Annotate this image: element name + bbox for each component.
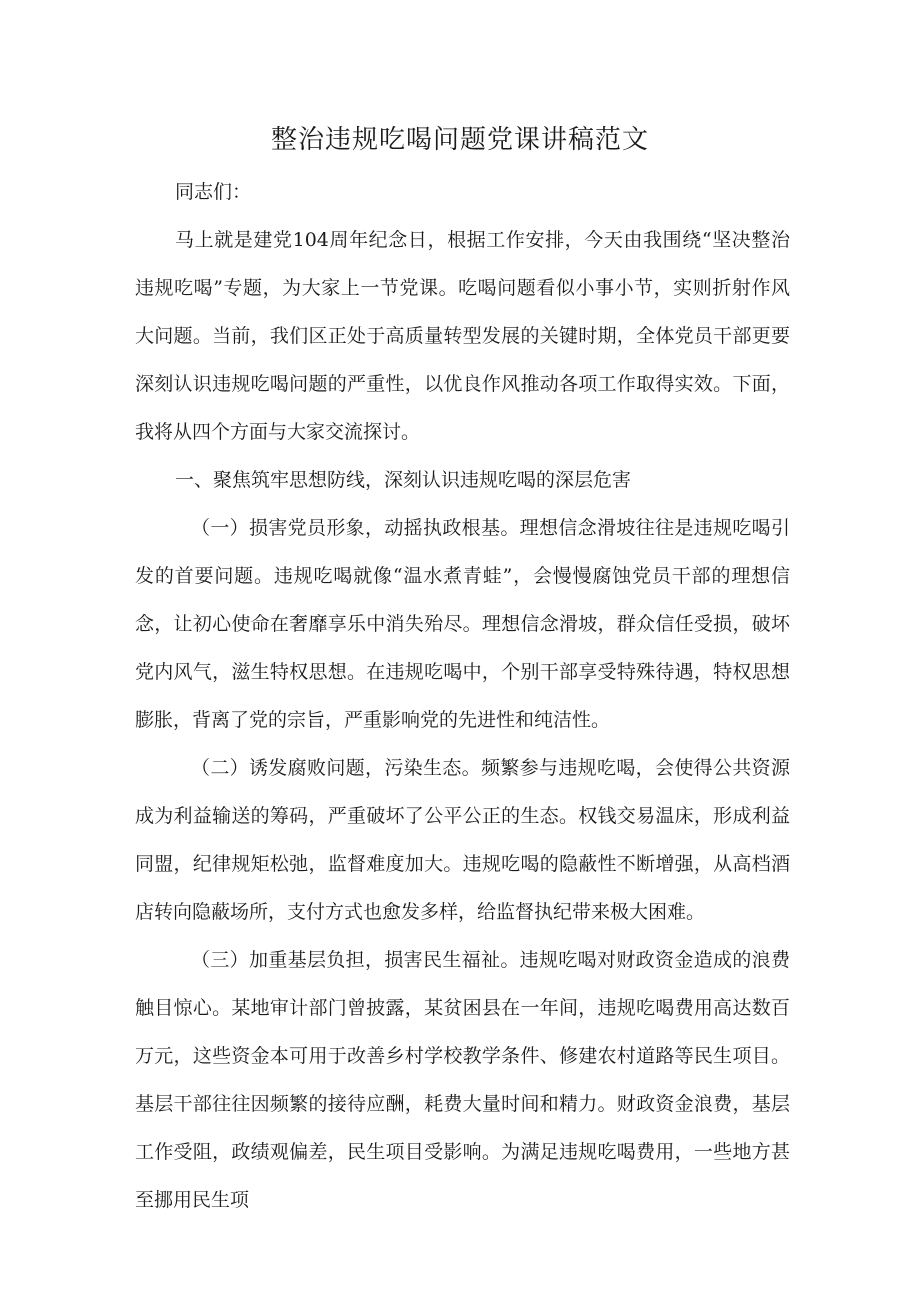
point-paragraph-1: （一）损害党员形象，动摇执政根基。理想信念滑坡往往是违规吃喝引发的首要问题。违规吃喝就像“温水煮青蛙”，会慢慢腐蚀党员干部的理想信念，让初心使命在奢靡享乐中消失殆尽。理想信念滑坡，群众信任受损，破坏党内风气，滋生特权思想。在违规吃喝中，个别干部享受特殊待遇，特权思想膨胀，背离了党的宗旨，严重影响党的先进性和纯洁性。 bbox=[135, 517, 790, 731]
document-title: 整治违规吃喝问题党课讲稿范文 bbox=[270, 125, 649, 155]
salutation: 同志们： bbox=[175, 181, 252, 203]
point-paragraph-2: （二）诱发腐败问题，污染生态。频繁参与违规吃喝，会使得公共资源成为利益输送的筹码，严重破坏了公平公正的生态。权钱交易温床，形成利益同盟，纪律规矩松弛，监督难度加大。违规吃喝的隐蔽性不断增强，从高档酒店转向隐蔽场所，支付方式也愈发多样，给监督执纪带来极大困难。 bbox=[135, 757, 790, 923]
document-body bbox=[135, 168, 790, 1224]
intro-paragraph: 马上就是建党104周年纪念日，根据工作安排，今天由我围绕“坚决整治违规吃喝”专题，为大家上一节党课。吃喝问题看似小事小节，实则折射作风大问题。当前，我们区正处于高质量转型发展的关键时期，全体党员干部更要深刻认识违规吃喝问题的严重性，以优良作风推动各项工作取得实效。下面，我将从四个方面与大家交流探讨。 bbox=[135, 229, 790, 443]
point-paragraph-3: （三）加重基层负担，损害民生福祉。违规吃喝对财政资金造成的浪费触目惊心。某地审计部门曾披露，某贫困县在一年间，违规吃喝费用高达数百万元，这些资金本可用于改善乡村学校教学条件、修建农村道路等民生项目。基层干部往往因频繁的接待应酬，耗费大量时间和精力。财政资金浪费，基层工作受阻，政绩观偏差，民生项目受影响。为满足违规吃喝费用，一些地方甚至挪用民生项 bbox=[135, 949, 790, 1211]
section-heading-1: 一、聚焦筑牢思想防线，深刻认识违规吃喝的深层危害 bbox=[175, 469, 632, 491]
